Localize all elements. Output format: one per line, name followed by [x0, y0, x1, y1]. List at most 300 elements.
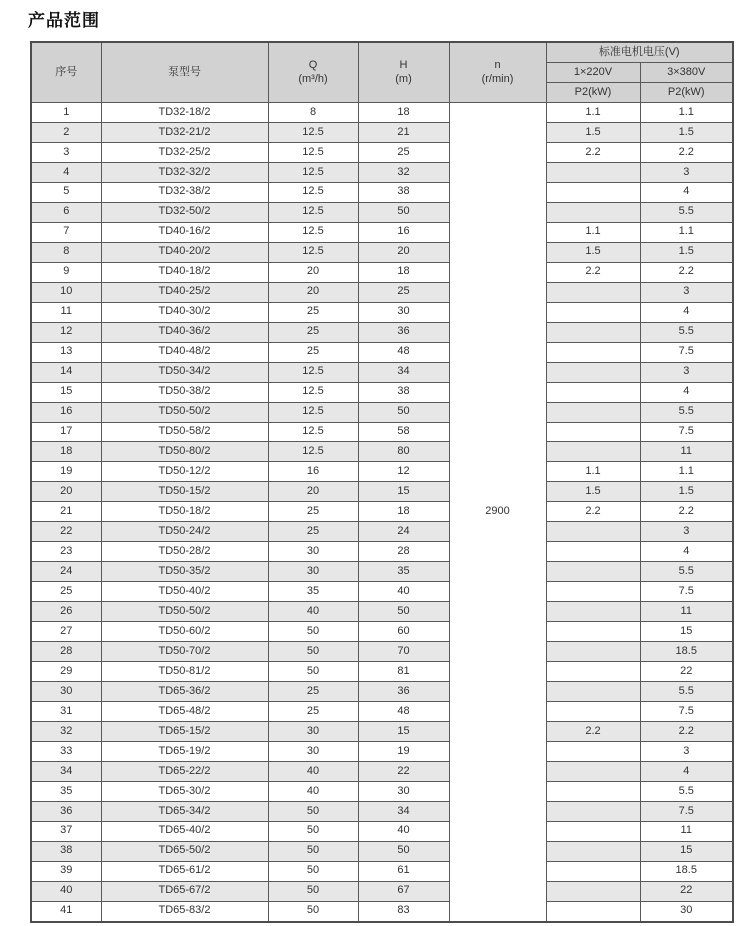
table-row [31, 821, 733, 841]
cell-power-220 [546, 402, 640, 422]
cell-power-220 [546, 622, 640, 642]
cell-model: TD32-32/2 [101, 162, 268, 182]
cell-power-380: 1.5 [640, 122, 733, 142]
table-row [31, 222, 733, 242]
cell-power-380: 15 [640, 841, 733, 861]
table-row [31, 542, 733, 562]
cell-model: TD40-18/2 [101, 262, 268, 282]
cell-model: TD50-50/2 [101, 602, 268, 622]
cell-flow: 8 [268, 103, 358, 123]
cell-power-220 [546, 182, 640, 202]
cell-head: 18 [358, 502, 449, 522]
cell-model: TD40-36/2 [101, 322, 268, 342]
cell-power-380: 1.5 [640, 242, 733, 262]
cell-power-380: 5.5 [640, 682, 733, 702]
table-row [31, 801, 733, 821]
cell-flow: 25 [268, 342, 358, 362]
cell-model: TD50-12/2 [101, 462, 268, 482]
cell-power-380: 18.5 [640, 861, 733, 881]
cell-power-220 [546, 642, 640, 662]
header-head-unit: (m) [395, 72, 412, 85]
cell-power-380: 4 [640, 182, 733, 202]
cell-index: 6 [31, 202, 101, 222]
cell-head: 60 [358, 622, 449, 642]
cell-head: 36 [358, 682, 449, 702]
cell-head: 36 [358, 322, 449, 342]
cell-power-380: 4 [640, 542, 733, 562]
cell-flow: 50 [268, 861, 358, 881]
cell-head: 81 [358, 662, 449, 682]
cell-index: 33 [31, 742, 101, 762]
header-voltage-380: 3×380V [640, 63, 733, 83]
cell-model: TD50-50/2 [101, 402, 268, 422]
cell-power-380: 7.5 [640, 422, 733, 442]
table-row [31, 262, 733, 282]
cell-flow: 12.5 [268, 242, 358, 262]
cell-head: 40 [358, 821, 449, 841]
header-speed-symbol: n [494, 59, 501, 72]
cell-index: 32 [31, 722, 101, 742]
cell-flow: 25 [268, 702, 358, 722]
cell-head: 40 [358, 582, 449, 602]
cell-power-380: 2.2 [640, 142, 733, 162]
cell-flow: 30 [268, 542, 358, 562]
cell-flow: 12.5 [268, 162, 358, 182]
cell-power-380: 7.5 [640, 582, 733, 602]
cell-index: 35 [31, 781, 101, 801]
cell-power-380: 7.5 [640, 342, 733, 362]
cell-power-220 [546, 202, 640, 222]
cell-power-220 [546, 662, 640, 682]
cell-index: 10 [31, 282, 101, 302]
cell-flow: 50 [268, 662, 358, 682]
cell-flow: 12.5 [268, 222, 358, 242]
table-row [31, 282, 733, 302]
cell-power-380: 11 [640, 602, 733, 622]
cell-index: 14 [31, 362, 101, 382]
cell-head: 80 [358, 442, 449, 462]
cell-model: TD50-28/2 [101, 542, 268, 562]
cell-flow: 50 [268, 841, 358, 861]
table-row [31, 781, 733, 801]
cell-power-220 [546, 422, 640, 442]
table-row [31, 742, 733, 762]
cell-power-380: 22 [640, 881, 733, 901]
cell-head: 25 [358, 282, 449, 302]
cell-power-220 [546, 582, 640, 602]
cell-power-220: 1.1 [546, 222, 640, 242]
cell-head: 28 [358, 542, 449, 562]
table-row [31, 242, 733, 262]
table-row [31, 342, 733, 362]
cell-power-380: 5.5 [640, 781, 733, 801]
cell-power-380: 5.5 [640, 202, 733, 222]
cell-power-220 [546, 322, 640, 342]
cell-head: 15 [358, 482, 449, 502]
table-row [31, 722, 733, 742]
cell-model: TD65-83/2 [101, 901, 268, 921]
cell-index: 18 [31, 442, 101, 462]
cell-power-380: 7.5 [640, 702, 733, 722]
cell-power-380: 3 [640, 522, 733, 542]
cell-power-380: 4 [640, 382, 733, 402]
cell-model: TD32-50/2 [101, 202, 268, 222]
cell-power-380: 3 [640, 162, 733, 182]
cell-index: 28 [31, 642, 101, 662]
table-row [31, 582, 733, 602]
cell-index: 22 [31, 522, 101, 542]
cell-power-220: 2.2 [546, 142, 640, 162]
cell-head: 34 [358, 362, 449, 382]
cell-power-380: 7.5 [640, 801, 733, 821]
table-row [31, 142, 733, 162]
cell-index: 16 [31, 402, 101, 422]
cell-model: TD40-20/2 [101, 242, 268, 262]
table-row [31, 482, 733, 502]
header-voltage-220: 1×220V [546, 63, 640, 83]
cell-head: 61 [358, 861, 449, 881]
cell-speed: 2900 [449, 103, 546, 922]
cell-model: TD50-80/2 [101, 442, 268, 462]
cell-index: 21 [31, 502, 101, 522]
cell-index: 39 [31, 861, 101, 881]
cell-power-220 [546, 861, 640, 881]
cell-power-220 [546, 841, 640, 861]
cell-flow: 12.5 [268, 182, 358, 202]
cell-index: 24 [31, 562, 101, 582]
cell-model: TD50-34/2 [101, 362, 268, 382]
cell-flow: 30 [268, 562, 358, 582]
table-row [31, 901, 733, 921]
header-speed [449, 42, 546, 103]
cell-head: 20 [358, 242, 449, 262]
cell-head: 48 [358, 342, 449, 362]
cell-head: 83 [358, 901, 449, 921]
cell-power-220 [546, 781, 640, 801]
cell-flow: 20 [268, 482, 358, 502]
cell-model: TD50-38/2 [101, 382, 268, 402]
cell-index: 7 [31, 222, 101, 242]
table-header [31, 42, 733, 103]
table-row [31, 861, 733, 881]
cell-power-380: 3 [640, 362, 733, 382]
cell-power-380: 2.2 [640, 502, 733, 522]
cell-model: TD65-40/2 [101, 821, 268, 841]
cell-flow: 30 [268, 722, 358, 742]
cell-model: TD50-24/2 [101, 522, 268, 542]
cell-model: TD50-15/2 [101, 482, 268, 502]
cell-index: 2 [31, 122, 101, 142]
cell-head: 15 [358, 722, 449, 742]
cell-head: 19 [358, 742, 449, 762]
cell-model: TD40-30/2 [101, 302, 268, 322]
cell-power-220: 1.1 [546, 103, 640, 123]
cell-head: 25 [358, 142, 449, 162]
table-row [31, 502, 733, 522]
cell-power-220 [546, 282, 640, 302]
cell-flow: 50 [268, 901, 358, 921]
table-row [31, 522, 733, 542]
cell-power-380: 2.2 [640, 262, 733, 282]
cell-head: 18 [358, 262, 449, 282]
cell-index: 4 [31, 162, 101, 182]
cell-index: 13 [31, 342, 101, 362]
cell-power-220 [546, 162, 640, 182]
cell-head: 50 [358, 202, 449, 222]
cell-power-220: 1.1 [546, 462, 640, 482]
cell-flow: 50 [268, 801, 358, 821]
table-row [31, 202, 733, 222]
cell-model: TD65-15/2 [101, 722, 268, 742]
cell-model: TD50-58/2 [101, 422, 268, 442]
cell-head: 50 [358, 402, 449, 422]
cell-head: 12 [358, 462, 449, 482]
cell-flow: 12.5 [268, 442, 358, 462]
cell-flow: 12.5 [268, 122, 358, 142]
cell-power-380: 22 [640, 662, 733, 682]
cell-index: 40 [31, 881, 101, 901]
cell-model: TD32-18/2 [101, 103, 268, 123]
cell-index: 15 [31, 382, 101, 402]
cell-power-380: 5.5 [640, 402, 733, 422]
cell-model: TD65-48/2 [101, 702, 268, 722]
cell-index: 27 [31, 622, 101, 642]
header-power-380: P2(kW) [640, 83, 733, 103]
table-row [31, 602, 733, 622]
cell-model: TD32-25/2 [101, 142, 268, 162]
cell-model: TD65-61/2 [101, 861, 268, 881]
cell-flow: 50 [268, 642, 358, 662]
header-voltage-group: 标准电机电压(V) [546, 42, 733, 63]
header-flow-unit: (m³/h) [298, 72, 328, 85]
cell-head: 38 [358, 382, 449, 402]
cell-head: 30 [358, 781, 449, 801]
header-flow [268, 42, 358, 103]
table-row [31, 622, 733, 642]
cell-power-380: 3 [640, 742, 733, 762]
cell-index: 11 [31, 302, 101, 322]
cell-power-220 [546, 821, 640, 841]
cell-power-380: 11 [640, 821, 733, 841]
cell-index: 1 [31, 103, 101, 123]
table-row [31, 682, 733, 702]
cell-power-220 [546, 682, 640, 702]
cell-flow: 20 [268, 282, 358, 302]
cell-model: TD65-22/2 [101, 761, 268, 781]
cell-power-220 [546, 442, 640, 462]
cell-index: 12 [31, 322, 101, 342]
cell-head: 50 [358, 602, 449, 622]
cell-flow: 12.5 [268, 362, 358, 382]
cell-power-220 [546, 522, 640, 542]
cell-head: 35 [358, 562, 449, 582]
header-model: 泵型号 [101, 42, 268, 103]
cell-index: 26 [31, 602, 101, 622]
table-body [31, 103, 733, 922]
cell-flow: 25 [268, 322, 358, 342]
cell-index: 34 [31, 761, 101, 781]
table-row [31, 302, 733, 322]
table-row [31, 442, 733, 462]
cell-index: 20 [31, 482, 101, 502]
cell-model: TD50-81/2 [101, 662, 268, 682]
cell-power-380: 1.5 [640, 482, 733, 502]
cell-head: 67 [358, 881, 449, 901]
cell-index: 23 [31, 542, 101, 562]
cell-flow: 40 [268, 602, 358, 622]
cell-power-220 [546, 761, 640, 781]
header-head-symbol: H [399, 59, 408, 72]
cell-index: 38 [31, 841, 101, 861]
cell-flow: 50 [268, 821, 358, 841]
cell-index: 30 [31, 682, 101, 702]
cell-head: 50 [358, 841, 449, 861]
cell-flow: 16 [268, 462, 358, 482]
table-row [31, 122, 733, 142]
cell-model: TD65-50/2 [101, 841, 268, 861]
cell-head: 24 [358, 522, 449, 542]
cell-flow: 25 [268, 302, 358, 322]
table-row [31, 422, 733, 442]
cell-model: TD50-70/2 [101, 642, 268, 662]
cell-power-380: 5.5 [640, 562, 733, 582]
table-row [31, 182, 733, 202]
cell-model: TD40-16/2 [101, 222, 268, 242]
cell-flow: 12.5 [268, 142, 358, 162]
cell-flow: 50 [268, 881, 358, 901]
table-row [31, 841, 733, 861]
cell-model: TD32-21/2 [101, 122, 268, 142]
cell-power-220 [546, 901, 640, 921]
cell-head: 22 [358, 761, 449, 781]
cell-power-380: 4 [640, 302, 733, 322]
cell-power-380: 30 [640, 901, 733, 921]
table-row [31, 162, 733, 182]
cell-power-220 [546, 602, 640, 622]
cell-power-380: 1.1 [640, 462, 733, 482]
cell-head: 30 [358, 302, 449, 322]
cell-index: 8 [31, 242, 101, 262]
table-row [31, 662, 733, 682]
cell-flow: 25 [268, 682, 358, 702]
cell-head: 48 [358, 702, 449, 722]
table-row [31, 402, 733, 422]
table-row [31, 103, 733, 123]
cell-flow: 40 [268, 781, 358, 801]
table-row [31, 642, 733, 662]
cell-model: TD50-18/2 [101, 502, 268, 522]
cell-flow: 12.5 [268, 402, 358, 422]
cell-model: TD50-35/2 [101, 562, 268, 582]
cell-power-220 [546, 562, 640, 582]
cell-power-380: 15 [640, 622, 733, 642]
cell-power-220: 2.2 [546, 502, 640, 522]
header-head [358, 42, 449, 103]
cell-index: 19 [31, 462, 101, 482]
table-row [31, 322, 733, 342]
cell-index: 5 [31, 182, 101, 202]
cell-model: TD50-60/2 [101, 622, 268, 642]
cell-power-220: 1.5 [546, 482, 640, 502]
cell-flow: 12.5 [268, 422, 358, 442]
cell-flow: 12.5 [268, 382, 358, 402]
cell-power-220: 1.5 [546, 242, 640, 262]
table-row [31, 382, 733, 402]
header-speed-unit: (r/min) [481, 72, 514, 85]
cell-power-220: 2.2 [546, 722, 640, 742]
cell-power-220 [546, 881, 640, 901]
cell-power-380: 2.2 [640, 722, 733, 742]
cell-index: 29 [31, 662, 101, 682]
cell-power-220: 1.5 [546, 122, 640, 142]
product-range-table [30, 41, 734, 923]
cell-index: 37 [31, 821, 101, 841]
cell-model: TD50-40/2 [101, 582, 268, 602]
cell-power-220 [546, 382, 640, 402]
table-row [31, 702, 733, 722]
cell-flow: 40 [268, 761, 358, 781]
cell-power-380: 11 [640, 442, 733, 462]
cell-flow: 30 [268, 742, 358, 762]
cell-head: 16 [358, 222, 449, 242]
cell-power-220 [546, 342, 640, 362]
cell-flow: 50 [268, 622, 358, 642]
cell-head: 18 [358, 103, 449, 123]
header-power-220: P2(kW) [546, 83, 640, 103]
cell-power-220 [546, 542, 640, 562]
page-title: 产品范围 [28, 11, 100, 30]
cell-power-220: 2.2 [546, 262, 640, 282]
cell-power-220 [546, 801, 640, 821]
cell-index: 31 [31, 702, 101, 722]
cell-flow: 20 [268, 262, 358, 282]
cell-model: TD32-38/2 [101, 182, 268, 202]
cell-model: TD65-34/2 [101, 801, 268, 821]
cell-flow: 12.5 [268, 202, 358, 222]
cell-index: 3 [31, 142, 101, 162]
cell-index: 36 [31, 801, 101, 821]
cell-model: TD65-36/2 [101, 682, 268, 702]
cell-power-380: 18.5 [640, 642, 733, 662]
cell-power-220 [546, 302, 640, 322]
table-row [31, 562, 733, 582]
cell-index: 25 [31, 582, 101, 602]
cell-index: 9 [31, 262, 101, 282]
cell-model: TD65-67/2 [101, 881, 268, 901]
cell-power-220 [546, 362, 640, 382]
cell-flow: 25 [268, 502, 358, 522]
cell-head: 32 [358, 162, 449, 182]
cell-flow: 25 [268, 522, 358, 542]
cell-head: 34 [358, 801, 449, 821]
cell-power-220 [546, 702, 640, 722]
cell-power-380: 4 [640, 761, 733, 781]
table-row [31, 761, 733, 781]
cell-index: 17 [31, 422, 101, 442]
cell-power-380: 1.1 [640, 103, 733, 123]
table-row [31, 462, 733, 482]
cell-head: 38 [358, 182, 449, 202]
cell-head: 58 [358, 422, 449, 442]
header-index: 序号 [31, 42, 101, 103]
cell-power-380: 3 [640, 282, 733, 302]
cell-power-380: 5.5 [640, 322, 733, 342]
cell-power-220 [546, 742, 640, 762]
header-flow-symbol: Q [308, 59, 318, 72]
cell-flow: 35 [268, 582, 358, 602]
cell-model: TD40-48/2 [101, 342, 268, 362]
cell-model: TD65-19/2 [101, 742, 268, 762]
